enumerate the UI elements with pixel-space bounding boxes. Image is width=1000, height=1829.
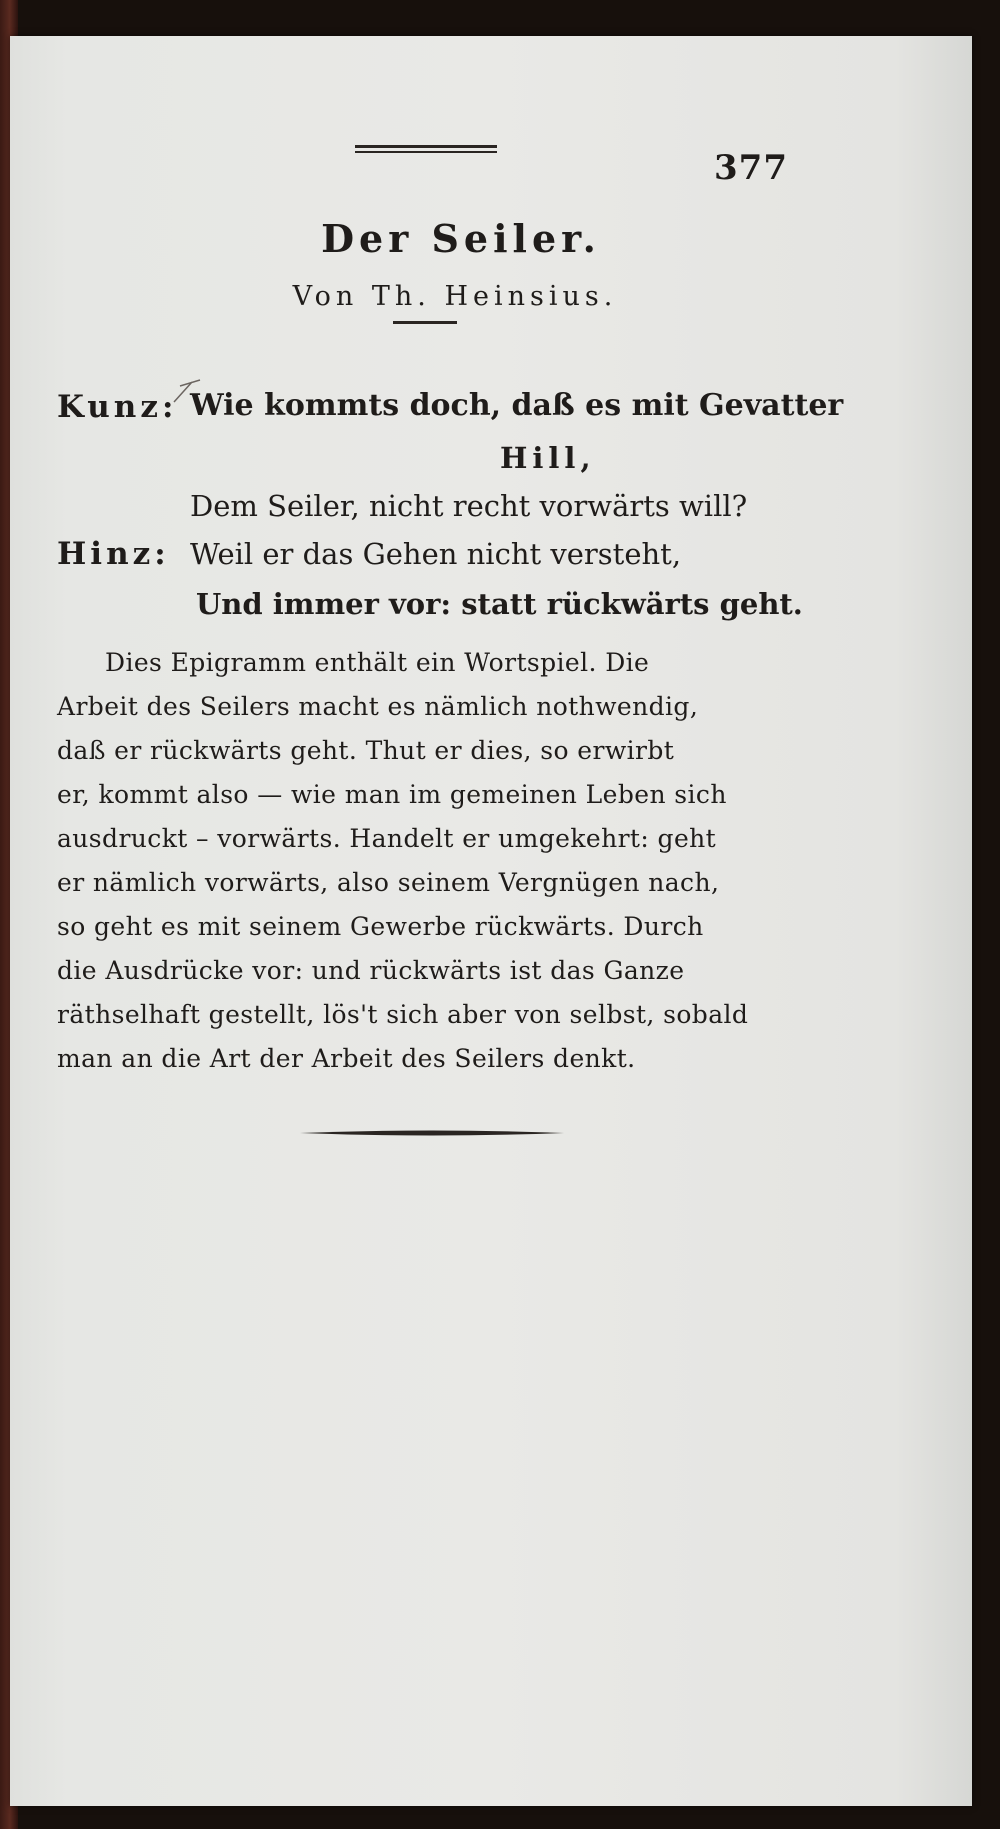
poem-line-5: Und immer vor: statt rückwärts geht.	[196, 587, 803, 621]
commentary-line-5: ausdruckt – vorwärts. Handelt er umgekehrt: geht	[57, 824, 717, 853]
commentary-line-7: so geht es mit seinem Gewerbe rückwärts. Durch	[57, 912, 704, 941]
poem-line-4: Weil er das Gehen nicht versteht,	[190, 537, 682, 571]
page-number: 377	[714, 148, 788, 188]
commentary-line-2: Arbeit des Seilers macht es nämlich nothwendig,	[57, 692, 699, 721]
poem-line-3: Dem Seiler, nicht recht vorwärts will?	[190, 489, 748, 523]
poem-speaker-kunz: Kunz:	[57, 389, 178, 425]
commentary-line-9: räthselhaft gestellt, lös't sich aber von selbst, sobald	[57, 1000, 749, 1029]
commentary-line-4: er, kommt also — wie man im gemeinen Leben sich	[57, 780, 727, 809]
commentary-line-10: man an die Art der Arbeit des Seilers denkt.	[57, 1044, 636, 1073]
commentary-line-1: Dies Epigramm enthält ein Wortspiel. Die	[105, 648, 650, 677]
poem-speaker-hinz: Hinz:	[57, 536, 170, 572]
author-line: Von Th. Heinsius.	[292, 281, 618, 312]
title-rule	[393, 321, 457, 324]
commentary-line-8: die Ausdrücke vor: und rückwärts ist das Ganze	[57, 956, 685, 985]
commentary-line-3: daß er rückwärts geht. Thut er dies, so erwirbt	[57, 736, 675, 765]
header-double-rule	[355, 145, 497, 156]
poem-line-1: Wie kommts doch, daß es mit Gevatter	[190, 388, 844, 423]
poem-line-2: Hill,	[500, 441, 596, 475]
commentary-line-6: er nämlich vorwärts, also seinem Vergnügen nach,	[57, 868, 720, 897]
end-ornament-rule	[300, 1128, 564, 1138]
book-page	[10, 36, 972, 1806]
poem-title: Der Seiler.	[321, 216, 601, 261]
